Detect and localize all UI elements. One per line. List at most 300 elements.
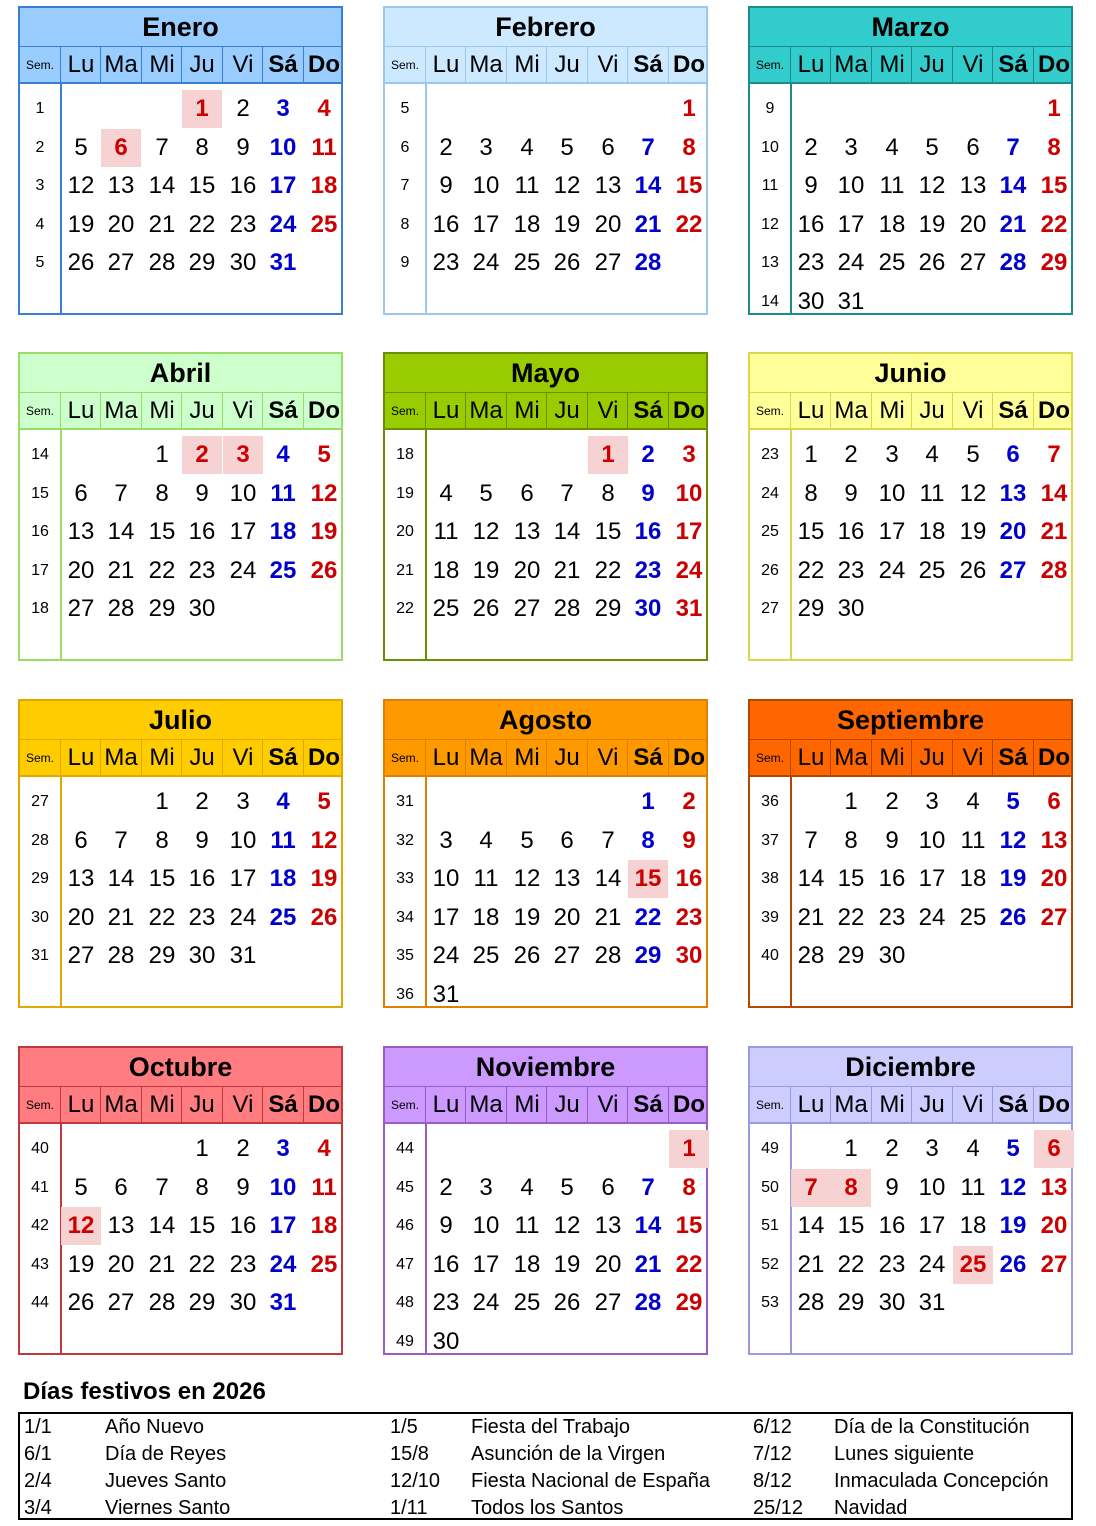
month-days bbox=[385, 84, 706, 313]
day-cell: 19 bbox=[959, 518, 987, 545]
weekday-header: Mi bbox=[871, 1087, 912, 1123]
holiday-day: 1 bbox=[588, 436, 628, 474]
weekday-header: Vi bbox=[587, 47, 628, 83]
day-cell: 21 bbox=[553, 556, 581, 584]
day-cell: 21 bbox=[148, 1250, 176, 1278]
day-cell: 21 bbox=[148, 210, 176, 238]
day-cell: 4 bbox=[276, 788, 290, 815]
day-cell: 4 bbox=[520, 1173, 534, 1201]
day-cell: 22 bbox=[837, 1250, 865, 1278]
weekday-header: Ju bbox=[546, 393, 587, 429]
month-title: Diciembre bbox=[750, 1048, 1071, 1086]
day-cell: 3 bbox=[276, 95, 290, 122]
holiday-date: 12/10 bbox=[390, 1470, 441, 1492]
day-cell: 4 bbox=[317, 95, 331, 122]
day-cell: 1 bbox=[195, 1135, 209, 1162]
day-cell: 27 bbox=[999, 556, 1027, 584]
day-cell: 15 bbox=[148, 865, 176, 892]
weekday-header: Ma bbox=[830, 1087, 871, 1123]
day-cell: 14 bbox=[148, 1212, 176, 1239]
day-cell: 1 bbox=[155, 788, 169, 815]
weekday-header: Ju bbox=[181, 1087, 222, 1123]
weekday-header: Vi bbox=[222, 47, 263, 83]
day-cell: 2 bbox=[641, 441, 655, 468]
day-cell: 11 bbox=[960, 826, 986, 854]
day-cell: 12 bbox=[310, 479, 338, 507]
day-cell: 29 bbox=[634, 942, 662, 969]
week-number: 6 bbox=[400, 138, 410, 156]
day-cell: 23 bbox=[432, 1289, 460, 1316]
weekday-header: Ju bbox=[181, 47, 222, 83]
day-cell: 11 bbox=[919, 479, 945, 507]
week-number: 51 bbox=[761, 1217, 779, 1234]
week-number: 50 bbox=[761, 1178, 779, 1196]
day-cell: 10 bbox=[837, 172, 865, 199]
weekday-header-row bbox=[750, 739, 1071, 777]
day-cell: 21 bbox=[634, 1250, 662, 1278]
day-cell: 30 bbox=[797, 287, 825, 315]
day-cell: 28 bbox=[107, 595, 135, 622]
day-cell: 23 bbox=[878, 903, 906, 931]
day-cell: 23 bbox=[188, 556, 216, 584]
day-cell: 14 bbox=[634, 1212, 662, 1239]
weekday-header: Do bbox=[303, 1087, 344, 1123]
holiday-day: 6 bbox=[1034, 1130, 1074, 1168]
week-number: 35 bbox=[396, 947, 414, 964]
month-agosto bbox=[383, 699, 708, 1008]
day-cell: 28 bbox=[797, 942, 825, 969]
day-cell: 17 bbox=[675, 518, 703, 545]
day-cell: 2 bbox=[885, 1135, 899, 1162]
day-cell: 25 bbox=[432, 595, 460, 622]
day-cell: 19 bbox=[513, 903, 541, 931]
month-octubre bbox=[18, 1046, 343, 1355]
day-cell: 2 bbox=[439, 133, 453, 161]
day-cell: 10 bbox=[472, 172, 500, 199]
day-cell: 23 bbox=[837, 556, 865, 584]
day-cell: 12 bbox=[918, 172, 946, 199]
week-number: 29 bbox=[31, 870, 49, 887]
day-cell: 24 bbox=[229, 903, 257, 931]
day-cell: 26 bbox=[999, 903, 1027, 931]
day-cell: 20 bbox=[513, 556, 541, 584]
day-cell: 28 bbox=[634, 249, 662, 276]
day-cell: 6 bbox=[601, 1173, 615, 1201]
day-cell: 7 bbox=[114, 479, 128, 507]
weekday-header: Do bbox=[668, 740, 709, 776]
day-cell: 11 bbox=[514, 1212, 540, 1239]
weekday-header: Sá bbox=[627, 393, 668, 429]
day-cell: 15 bbox=[675, 172, 703, 199]
weekday-header: Do bbox=[668, 1087, 709, 1123]
day-cell: 27 bbox=[67, 942, 95, 969]
day-cell: 7 bbox=[804, 826, 818, 854]
day-cell: 29 bbox=[675, 1289, 703, 1316]
day-cell: 10 bbox=[472, 1212, 500, 1239]
weekday-header: Sá bbox=[627, 1087, 668, 1123]
day-cell: 12 bbox=[999, 1173, 1027, 1201]
day-cell: 20 bbox=[959, 210, 987, 238]
holiday-date: 15/8 bbox=[390, 1443, 429, 1465]
day-cell: 10 bbox=[675, 479, 703, 507]
week-number-header: Sem. bbox=[755, 404, 784, 418]
day-cell: 10 bbox=[269, 1173, 297, 1201]
day-cell: 25 bbox=[472, 942, 500, 969]
day-cell: 23 bbox=[432, 249, 460, 276]
day-cell: 28 bbox=[107, 942, 135, 969]
day-cell: 19 bbox=[553, 1250, 581, 1278]
day-cell: 12 bbox=[513, 865, 541, 892]
month-title: Noviembre bbox=[385, 1048, 706, 1086]
month-title: Abril bbox=[20, 354, 341, 392]
week-number-header: Sem. bbox=[25, 1098, 54, 1112]
day-cell: 4 bbox=[966, 788, 980, 815]
day-cell: 10 bbox=[878, 479, 906, 507]
weekday-header: Lu bbox=[790, 47, 831, 83]
day-cell: 24 bbox=[675, 556, 703, 584]
holiday-name: Navidad bbox=[834, 1497, 908, 1519]
day-cell: 18 bbox=[269, 518, 297, 545]
day-cell: 5 bbox=[74, 133, 88, 161]
day-cell: 14 bbox=[107, 865, 135, 892]
month-noviembre bbox=[383, 1046, 708, 1355]
day-cell: 20 bbox=[1040, 1212, 1068, 1239]
month-title: Septiembre bbox=[750, 701, 1071, 739]
day-cell: 3 bbox=[439, 826, 453, 854]
day-cell: 25 bbox=[878, 249, 906, 276]
weekday-header: Sá bbox=[627, 47, 668, 83]
day-cell: 16 bbox=[878, 1212, 906, 1239]
day-cell: 30 bbox=[432, 1327, 460, 1355]
day-cell: 31 bbox=[918, 1289, 946, 1316]
week-number-header: Sem. bbox=[25, 751, 54, 765]
day-cell: 5 bbox=[560, 1173, 574, 1201]
weekday-header-row bbox=[385, 392, 706, 430]
day-cell: 8 bbox=[682, 133, 696, 161]
day-cell: 26 bbox=[310, 903, 338, 931]
day-cell: 28 bbox=[634, 1289, 662, 1316]
weekday-header: Ju bbox=[911, 47, 952, 83]
day-cell: 16 bbox=[797, 210, 825, 238]
day-cell: 18 bbox=[959, 1212, 987, 1239]
month-title: Mayo bbox=[385, 354, 706, 392]
month-diciembre bbox=[748, 1046, 1073, 1355]
weekday-header: Do bbox=[303, 393, 344, 429]
day-cell: 21 bbox=[797, 903, 825, 931]
weekday-header: Sá bbox=[262, 1087, 303, 1123]
day-cell: 13 bbox=[107, 172, 135, 199]
day-cell: 15 bbox=[594, 518, 622, 545]
day-cell: 18 bbox=[878, 210, 906, 238]
day-cell: 13 bbox=[594, 172, 622, 199]
day-cell: 17 bbox=[918, 1212, 946, 1239]
month-days bbox=[385, 430, 706, 659]
day-cell: 1 bbox=[804, 441, 818, 468]
day-cell: 16 bbox=[675, 865, 703, 892]
month-title: Marzo bbox=[750, 8, 1071, 46]
day-cell: 1 bbox=[844, 788, 858, 815]
day-cell: 9 bbox=[236, 1173, 250, 1201]
day-cell: 8 bbox=[155, 826, 169, 854]
day-cell: 25 bbox=[310, 1250, 338, 1278]
week-number: 44 bbox=[31, 1294, 49, 1311]
weekday-header: Mi bbox=[506, 393, 547, 429]
day-cell: 4 bbox=[439, 479, 453, 507]
day-cell: 27 bbox=[553, 942, 581, 969]
day-cell: 12 bbox=[553, 172, 581, 199]
week-number: 5 bbox=[35, 254, 45, 271]
day-cell: 19 bbox=[67, 1250, 95, 1278]
weekday-header: Mi bbox=[141, 393, 182, 429]
day-cell: 21 bbox=[1040, 518, 1068, 545]
day-cell: 29 bbox=[594, 595, 622, 622]
day-cell: 23 bbox=[229, 210, 257, 238]
week-number: 1 bbox=[35, 100, 45, 117]
day-cell: 9 bbox=[804, 172, 818, 199]
week-number: 2 bbox=[35, 138, 45, 156]
week-number: 7 bbox=[400, 177, 410, 194]
holiday-date: 7/12 bbox=[753, 1443, 792, 1465]
day-cell: 8 bbox=[195, 133, 209, 161]
day-cell: 23 bbox=[229, 1250, 257, 1278]
week-number: 47 bbox=[396, 1255, 414, 1273]
week-number: 24 bbox=[761, 484, 779, 502]
weekday-header: Ma bbox=[465, 1087, 506, 1123]
week-number: 20 bbox=[396, 523, 414, 540]
day-cell: 10 bbox=[269, 133, 297, 161]
day-cell: 27 bbox=[594, 249, 622, 276]
day-cell: 8 bbox=[601, 479, 615, 507]
day-cell: 24 bbox=[229, 556, 257, 584]
holiday-name: Fiesta Nacional de España bbox=[471, 1470, 711, 1492]
weekday-header: Lu bbox=[790, 393, 831, 429]
day-cell: 11 bbox=[473, 865, 499, 892]
week-number: 39 bbox=[761, 908, 779, 926]
month-junio bbox=[748, 352, 1073, 661]
day-cell: 22 bbox=[594, 556, 622, 584]
day-cell: 18 bbox=[310, 1212, 338, 1239]
week-number: 38 bbox=[761, 870, 779, 887]
day-cell: 16 bbox=[634, 518, 662, 545]
week-number-header: Sem. bbox=[755, 58, 784, 72]
day-cell: 2 bbox=[195, 788, 209, 815]
day-cell: 21 bbox=[797, 1250, 825, 1278]
day-cell: 24 bbox=[269, 210, 297, 238]
weekday-header: Do bbox=[668, 393, 709, 429]
day-cell: 3 bbox=[844, 133, 858, 161]
weekday-header: Lu bbox=[60, 47, 101, 83]
day-cell: 17 bbox=[229, 518, 257, 545]
weekday-header: Vi bbox=[222, 740, 263, 776]
week-number: 36 bbox=[761, 793, 779, 810]
week-number-header: Sem. bbox=[390, 751, 419, 765]
day-cell: 22 bbox=[148, 903, 176, 931]
day-cell: 26 bbox=[67, 1289, 95, 1316]
day-cell: 19 bbox=[999, 1212, 1027, 1239]
day-cell: 14 bbox=[999, 172, 1027, 199]
weekday-header: Sá bbox=[992, 740, 1033, 776]
month-days bbox=[750, 430, 1071, 659]
day-cell: 16 bbox=[432, 1250, 460, 1278]
weekday-header: Ju bbox=[546, 1087, 587, 1123]
week-number: 32 bbox=[396, 831, 414, 849]
weekday-header: Ju bbox=[911, 1087, 952, 1123]
holiday-date: 6/1 bbox=[24, 1443, 52, 1465]
week-number: 10 bbox=[761, 138, 779, 156]
day-cell: 17 bbox=[229, 865, 257, 892]
holidays-title: Días festivos en 2026 bbox=[23, 1378, 266, 1405]
month-abril bbox=[18, 352, 343, 661]
holiday-name: Viernes Santo bbox=[105, 1497, 231, 1519]
day-cell: 12 bbox=[959, 479, 987, 507]
day-cell: 27 bbox=[1040, 1250, 1068, 1278]
day-cell: 13 bbox=[107, 1212, 135, 1239]
month-days bbox=[750, 1124, 1071, 1353]
holiday-name: Inmaculada Concepción bbox=[834, 1470, 1049, 1492]
day-cell: 9 bbox=[885, 1173, 899, 1201]
holiday-date: 8/12 bbox=[753, 1470, 792, 1492]
day-cell: 5 bbox=[520, 826, 534, 854]
weekday-header: Do bbox=[1033, 740, 1074, 776]
weekday-header: Vi bbox=[587, 740, 628, 776]
week-number: 18 bbox=[31, 600, 49, 617]
weekday-header: Lu bbox=[60, 393, 101, 429]
day-cell: 22 bbox=[188, 210, 216, 238]
day-cell: 30 bbox=[878, 942, 906, 969]
day-cell: 7 bbox=[1047, 441, 1061, 468]
day-cell: 30 bbox=[229, 249, 257, 276]
day-cell: 28 bbox=[594, 942, 622, 969]
weekday-header: Lu bbox=[790, 740, 831, 776]
week-number: 5 bbox=[400, 100, 410, 117]
week-number: 27 bbox=[31, 793, 49, 810]
day-cell: 18 bbox=[513, 210, 541, 238]
week-number: 36 bbox=[396, 985, 414, 1003]
weekday-header: Ma bbox=[830, 740, 871, 776]
day-cell: 26 bbox=[553, 249, 581, 276]
day-cell: 26 bbox=[999, 1250, 1027, 1278]
day-cell: 13 bbox=[999, 479, 1027, 507]
day-cell: 16 bbox=[878, 865, 906, 892]
day-cell: 13 bbox=[1040, 826, 1068, 854]
weekday-header: Vi bbox=[952, 47, 993, 83]
day-cell: 22 bbox=[675, 210, 703, 238]
month-title: Febrero bbox=[385, 8, 706, 46]
day-cell: 7 bbox=[155, 1173, 169, 1201]
day-cell: 25 bbox=[513, 249, 541, 276]
weekday-header: Sá bbox=[992, 393, 1033, 429]
day-cell: 13 bbox=[513, 518, 541, 545]
week-number: 49 bbox=[761, 1140, 779, 1157]
day-cell: 14 bbox=[148, 172, 176, 199]
day-cell: 5 bbox=[74, 1173, 88, 1201]
day-cell: 20 bbox=[107, 1250, 135, 1278]
day-cell: 12 bbox=[67, 172, 95, 199]
day-cell: 3 bbox=[479, 1173, 493, 1201]
day-cell: 19 bbox=[310, 518, 338, 545]
day-cell: 29 bbox=[837, 1289, 865, 1316]
holiday-name: Fiesta del Trabajo bbox=[471, 1416, 630, 1438]
month-julio bbox=[18, 699, 343, 1008]
day-cell: 25 bbox=[269, 903, 297, 931]
week-number: 52 bbox=[761, 1255, 779, 1273]
month-days bbox=[20, 84, 341, 313]
day-cell: 31 bbox=[269, 1289, 297, 1316]
day-cell: 23 bbox=[797, 249, 825, 276]
day-cell: 12 bbox=[310, 826, 338, 854]
week-number-header: Sem. bbox=[755, 1098, 784, 1112]
day-cell: 6 bbox=[1006, 441, 1020, 468]
day-cell: 2 bbox=[844, 441, 858, 468]
day-cell: 27 bbox=[1040, 903, 1068, 931]
weekday-header: Ju bbox=[546, 740, 587, 776]
day-cell: 4 bbox=[276, 441, 290, 468]
weekday-header: Vi bbox=[222, 1087, 263, 1123]
day-cell: 29 bbox=[148, 942, 176, 969]
day-cell: 7 bbox=[601, 826, 615, 854]
day-cell: 13 bbox=[594, 1212, 622, 1239]
week-number: 4 bbox=[35, 215, 45, 233]
day-cell: 11 bbox=[270, 826, 296, 854]
day-cell: 2 bbox=[885, 788, 899, 815]
day-cell: 7 bbox=[1006, 133, 1020, 161]
weekday-header: Mi bbox=[871, 393, 912, 429]
day-cell: 11 bbox=[270, 479, 296, 507]
day-cell: 28 bbox=[797, 1289, 825, 1316]
weekday-header: Lu bbox=[425, 393, 466, 429]
day-cell: 13 bbox=[959, 172, 987, 199]
day-cell: 5 bbox=[1006, 788, 1020, 815]
day-cell: 16 bbox=[188, 518, 216, 545]
weekday-header: Sá bbox=[262, 47, 303, 83]
day-cell: 15 bbox=[188, 1212, 216, 1239]
day-cell: 14 bbox=[634, 172, 662, 199]
day-cell: 14 bbox=[1040, 479, 1068, 507]
week-number: 33 bbox=[396, 870, 414, 887]
holiday-name: Jueves Santo bbox=[105, 1470, 227, 1492]
weekday-header: Ma bbox=[100, 1087, 141, 1123]
day-cell: 6 bbox=[114, 1173, 128, 1201]
day-cell: 18 bbox=[472, 903, 500, 931]
day-cell: 15 bbox=[675, 1212, 703, 1239]
day-cell: 25 bbox=[269, 556, 297, 584]
weekday-header: Lu bbox=[60, 1087, 101, 1123]
day-cell: 17 bbox=[918, 865, 946, 892]
day-cell: 13 bbox=[67, 865, 95, 892]
day-cell: 8 bbox=[195, 1173, 209, 1201]
week-number: 3 bbox=[35, 177, 45, 194]
month-title: Octubre bbox=[20, 1048, 341, 1086]
holiday-day: 8 bbox=[831, 1169, 871, 1207]
day-cell: 13 bbox=[553, 865, 581, 892]
week-number: 30 bbox=[31, 908, 49, 926]
day-cell: 26 bbox=[472, 595, 500, 622]
day-cell: 25 bbox=[959, 903, 987, 931]
day-cell: 23 bbox=[878, 1250, 906, 1278]
weekday-header: Mi bbox=[506, 1087, 547, 1123]
day-cell: 22 bbox=[837, 903, 865, 931]
day-cell: 26 bbox=[67, 249, 95, 276]
day-cell: 18 bbox=[513, 1250, 541, 1278]
day-cell: 19 bbox=[999, 865, 1027, 892]
day-cell: 1 bbox=[1047, 95, 1061, 122]
day-cell: 17 bbox=[472, 1250, 500, 1278]
day-cell: 24 bbox=[472, 1289, 500, 1316]
day-cell: 6 bbox=[74, 479, 88, 507]
day-cell: 14 bbox=[107, 518, 135, 545]
day-cell: 20 bbox=[1040, 865, 1068, 892]
day-cell: 7 bbox=[155, 133, 169, 161]
